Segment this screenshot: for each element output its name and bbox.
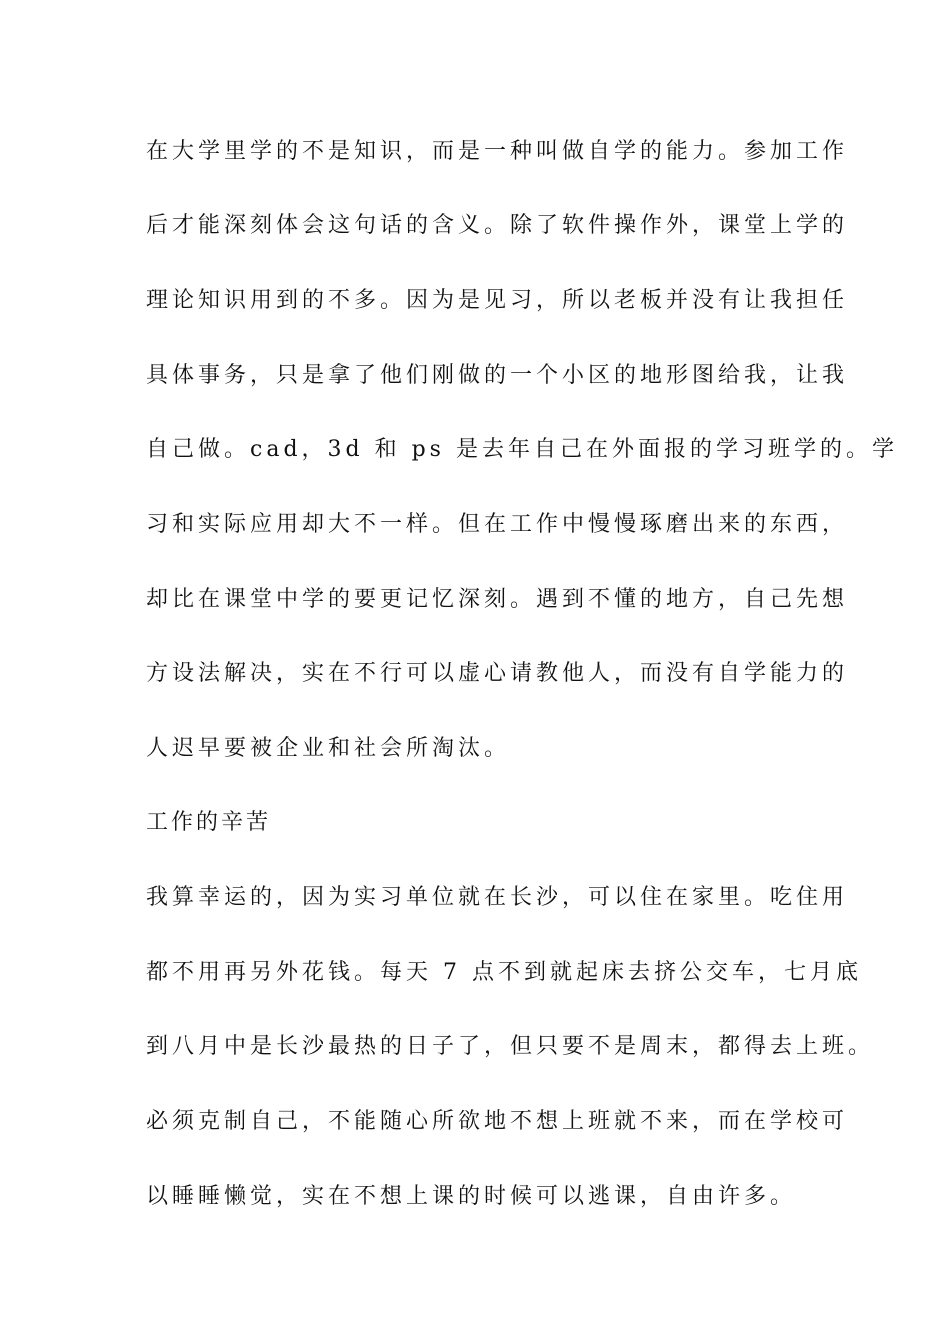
paragraph-line: 方设法解决，实在不行可以虚心请教他人，而没有自学能力的 — [146, 661, 849, 686]
paragraph-line: 到八月中是长沙最热的日子了，但只要不是周末，都得去上班。 — [146, 1034, 875, 1059]
paragraph-line: 理论知识用到的不多。因为是见习，所以老板并没有让我担任 — [146, 288, 849, 313]
paragraph-line: 人迟早要被企业和社会所淘汰。 — [146, 736, 511, 761]
paragraph-line: 我算幸运的，因为实习单位就在长沙，可以住在家里。吃住用 — [146, 885, 849, 910]
paragraph-line: 具体事务，只是拿了他们刚做的一个小区的地形图给我，让我 — [146, 363, 849, 388]
paragraph-line: 必须克制自己，不能随心所欲地不想上班就不来，而在学校可 — [146, 1109, 849, 1134]
paragraph-line: 在大学里学的不是知识，而是一种叫做自学的能力。参加工作 — [146, 139, 849, 164]
paragraph-line: 却比在课堂中学的要更记忆深刻。遇到不懂的地方，自己先想 — [146, 587, 849, 612]
section-heading: 工作的辛苦 — [146, 810, 272, 835]
paragraph-line: 习和实际应用却大不一样。但在工作中慢慢琢磨出来的东西， — [146, 512, 849, 537]
paragraph-line: 后才能深刻体会这句话的含义。除了软件操作外，课堂上学的 — [146, 213, 849, 238]
paragraph-line: 以睡睡懒觉，实在不想上课的时候可以逃课，自由许多。 — [146, 1184, 797, 1209]
paragraph-line: 自己做。cad，3d 和 ps 是去年自己在外面报的学习班学的。学 — [146, 437, 898, 462]
paragraph-line: 都不用再另外花钱。每天 7 点不到就起床去挤公交车，七月底 — [146, 960, 862, 985]
